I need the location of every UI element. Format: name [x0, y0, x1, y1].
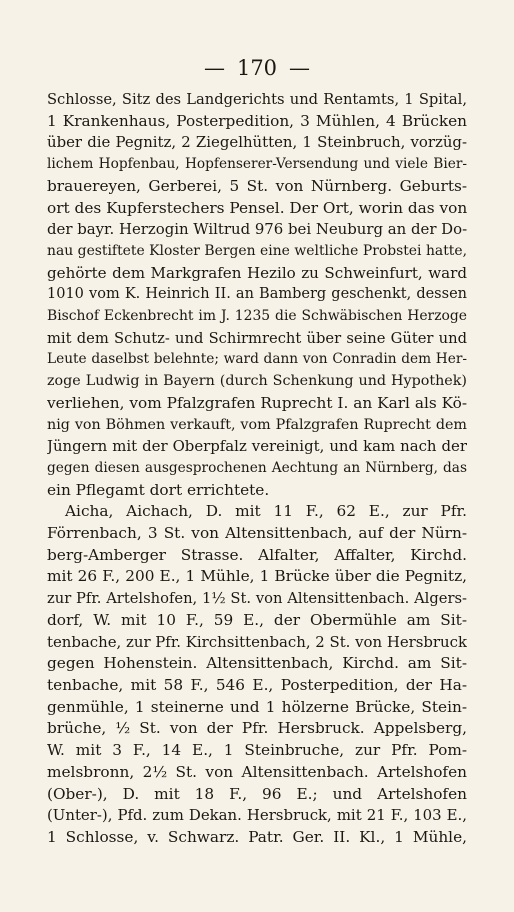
text-line: über die Pegnitz, 2 Ziegelhütten, 1 Steinbruch, vorzüg-: [47, 133, 467, 152]
text-line: nau gestiftete Kloster Bergen eine weltliche Probstei hatte,: [47, 242, 467, 259]
text-line: tenbache, zur Pfr. Kirchsittenbach, 2 St. von Hersbruck: [47, 632, 467, 651]
page-header: [0, 56, 514, 80]
text-line: der bayr. Herzogin Wiltrud 976 bei Neuburg an der Do-: [47, 220, 467, 239]
text-line: (Ober-), D. mit 18 F., 96 E.; und Artelshofen: [47, 784, 467, 803]
text-line: brauereyen, Gerberei, 5 St. von Nürnberg. Geburts-: [47, 176, 467, 195]
text-line: zoge Ludwig in Bayern (durch Schenkung und Hypothek): [47, 373, 467, 390]
text-line: (Unter-), Pfd. zum Dekan. Hersbruck, mit 21 F., 103 E.,: [47, 806, 467, 825]
text-line: genmühle, 1 steinerne und 1 hölzerne Brücke, Stein-: [47, 697, 467, 716]
text-line: berg-Amberger Strasse. Alfalter, Affalter, Kirchd.: [47, 545, 467, 564]
text-line: Leute daselbst belehnte; ward dann von Conradin dem Her-: [47, 351, 467, 368]
text-line: 1010 vom K. Heinrich II. an Bamberg geschenkt, dessen: [47, 286, 467, 303]
text-line: gegen Hohenstein. Altensittenbach, Kirchd. am Sit-: [47, 654, 467, 673]
text-line: melsbronn, 2½ St. von Altensittenbach. Artelshofen: [47, 762, 467, 781]
text-line: Schlosse, Sitz des Landgerichts und Rentamts, 1 Spital,: [47, 91, 467, 108]
text-line: mit dem Schutz- und Schirmrecht über seine Güter und: [47, 329, 467, 347]
text-line: dorf, W. mit 10 F., 59 E., der Obermühle am Sit-: [47, 610, 467, 629]
body-text: [47, 89, 467, 849]
text-line: nig von Böhmen verkauft, vom Pfalzgrafen Ruprecht dem: [47, 416, 467, 433]
text-line: verliehen, vom Pfalzgrafen Ruprecht I. an Karl als Kö-: [47, 393, 467, 412]
text-line: zur Pfr. Artelshofen, 1½ St. von Altensittenbach. Algers-: [47, 590, 467, 608]
text-line: ort des Kupferstechers Pensel. Der Ort, worin das von: [47, 198, 467, 217]
text-line: W. mit 3 F., 14 E., 1 Steinbruche, zur Pfr. Pom-: [47, 741, 467, 760]
text-line: Förrenbach, 3 St. von Altensittenbach, auf der Nürn-: [47, 524, 467, 543]
text-line: gegen diesen ausgesprochenen Aechtung an Nürnberg, das: [47, 459, 467, 476]
text-line: ein Pflegamt dort errichtete.: [47, 480, 270, 499]
text-line: Bischof Eckenbrecht im J. 1235 die Schwäbischen Herzoge: [47, 308, 467, 325]
page-number: 170: [236, 56, 278, 80]
text-line: Jüngern mit der Oberpfalz vereinigt, und kam nach der: [47, 437, 467, 456]
header-dash-left: —: [203, 56, 225, 80]
text-line: 1 Krankenhaus, Posterpedition, 3 Mühlen, 4 Brücken: [47, 111, 467, 130]
text-line: mit 26 F., 200 E., 1 Mühle, 1 Brücke über die Pegnitz,: [47, 567, 467, 586]
text-line: gehörte dem Markgrafen Hezilo zu Schweinfurt, ward: [47, 263, 467, 282]
text-line: 1 Schlosse, v. Schwarz. Patr. Ger. II. Kl., 1 Mühle,: [47, 827, 467, 846]
text-line: tenbache, mit 58 F., 546 E., Posterpedition, der Ha-: [47, 675, 467, 694]
header-dash-right: —: [289, 56, 311, 80]
text-line: Aicha, Aichach, D. mit 11 F., 62 E., zur Pfr.: [65, 502, 467, 521]
text-line: brüche, ½ St. von der Pfr. Hersbruck. Appelsberg,: [47, 719, 467, 738]
text-line: lichem Hopfenbau, Hopfenserer-Versendung und viele Bier-: [47, 156, 467, 173]
